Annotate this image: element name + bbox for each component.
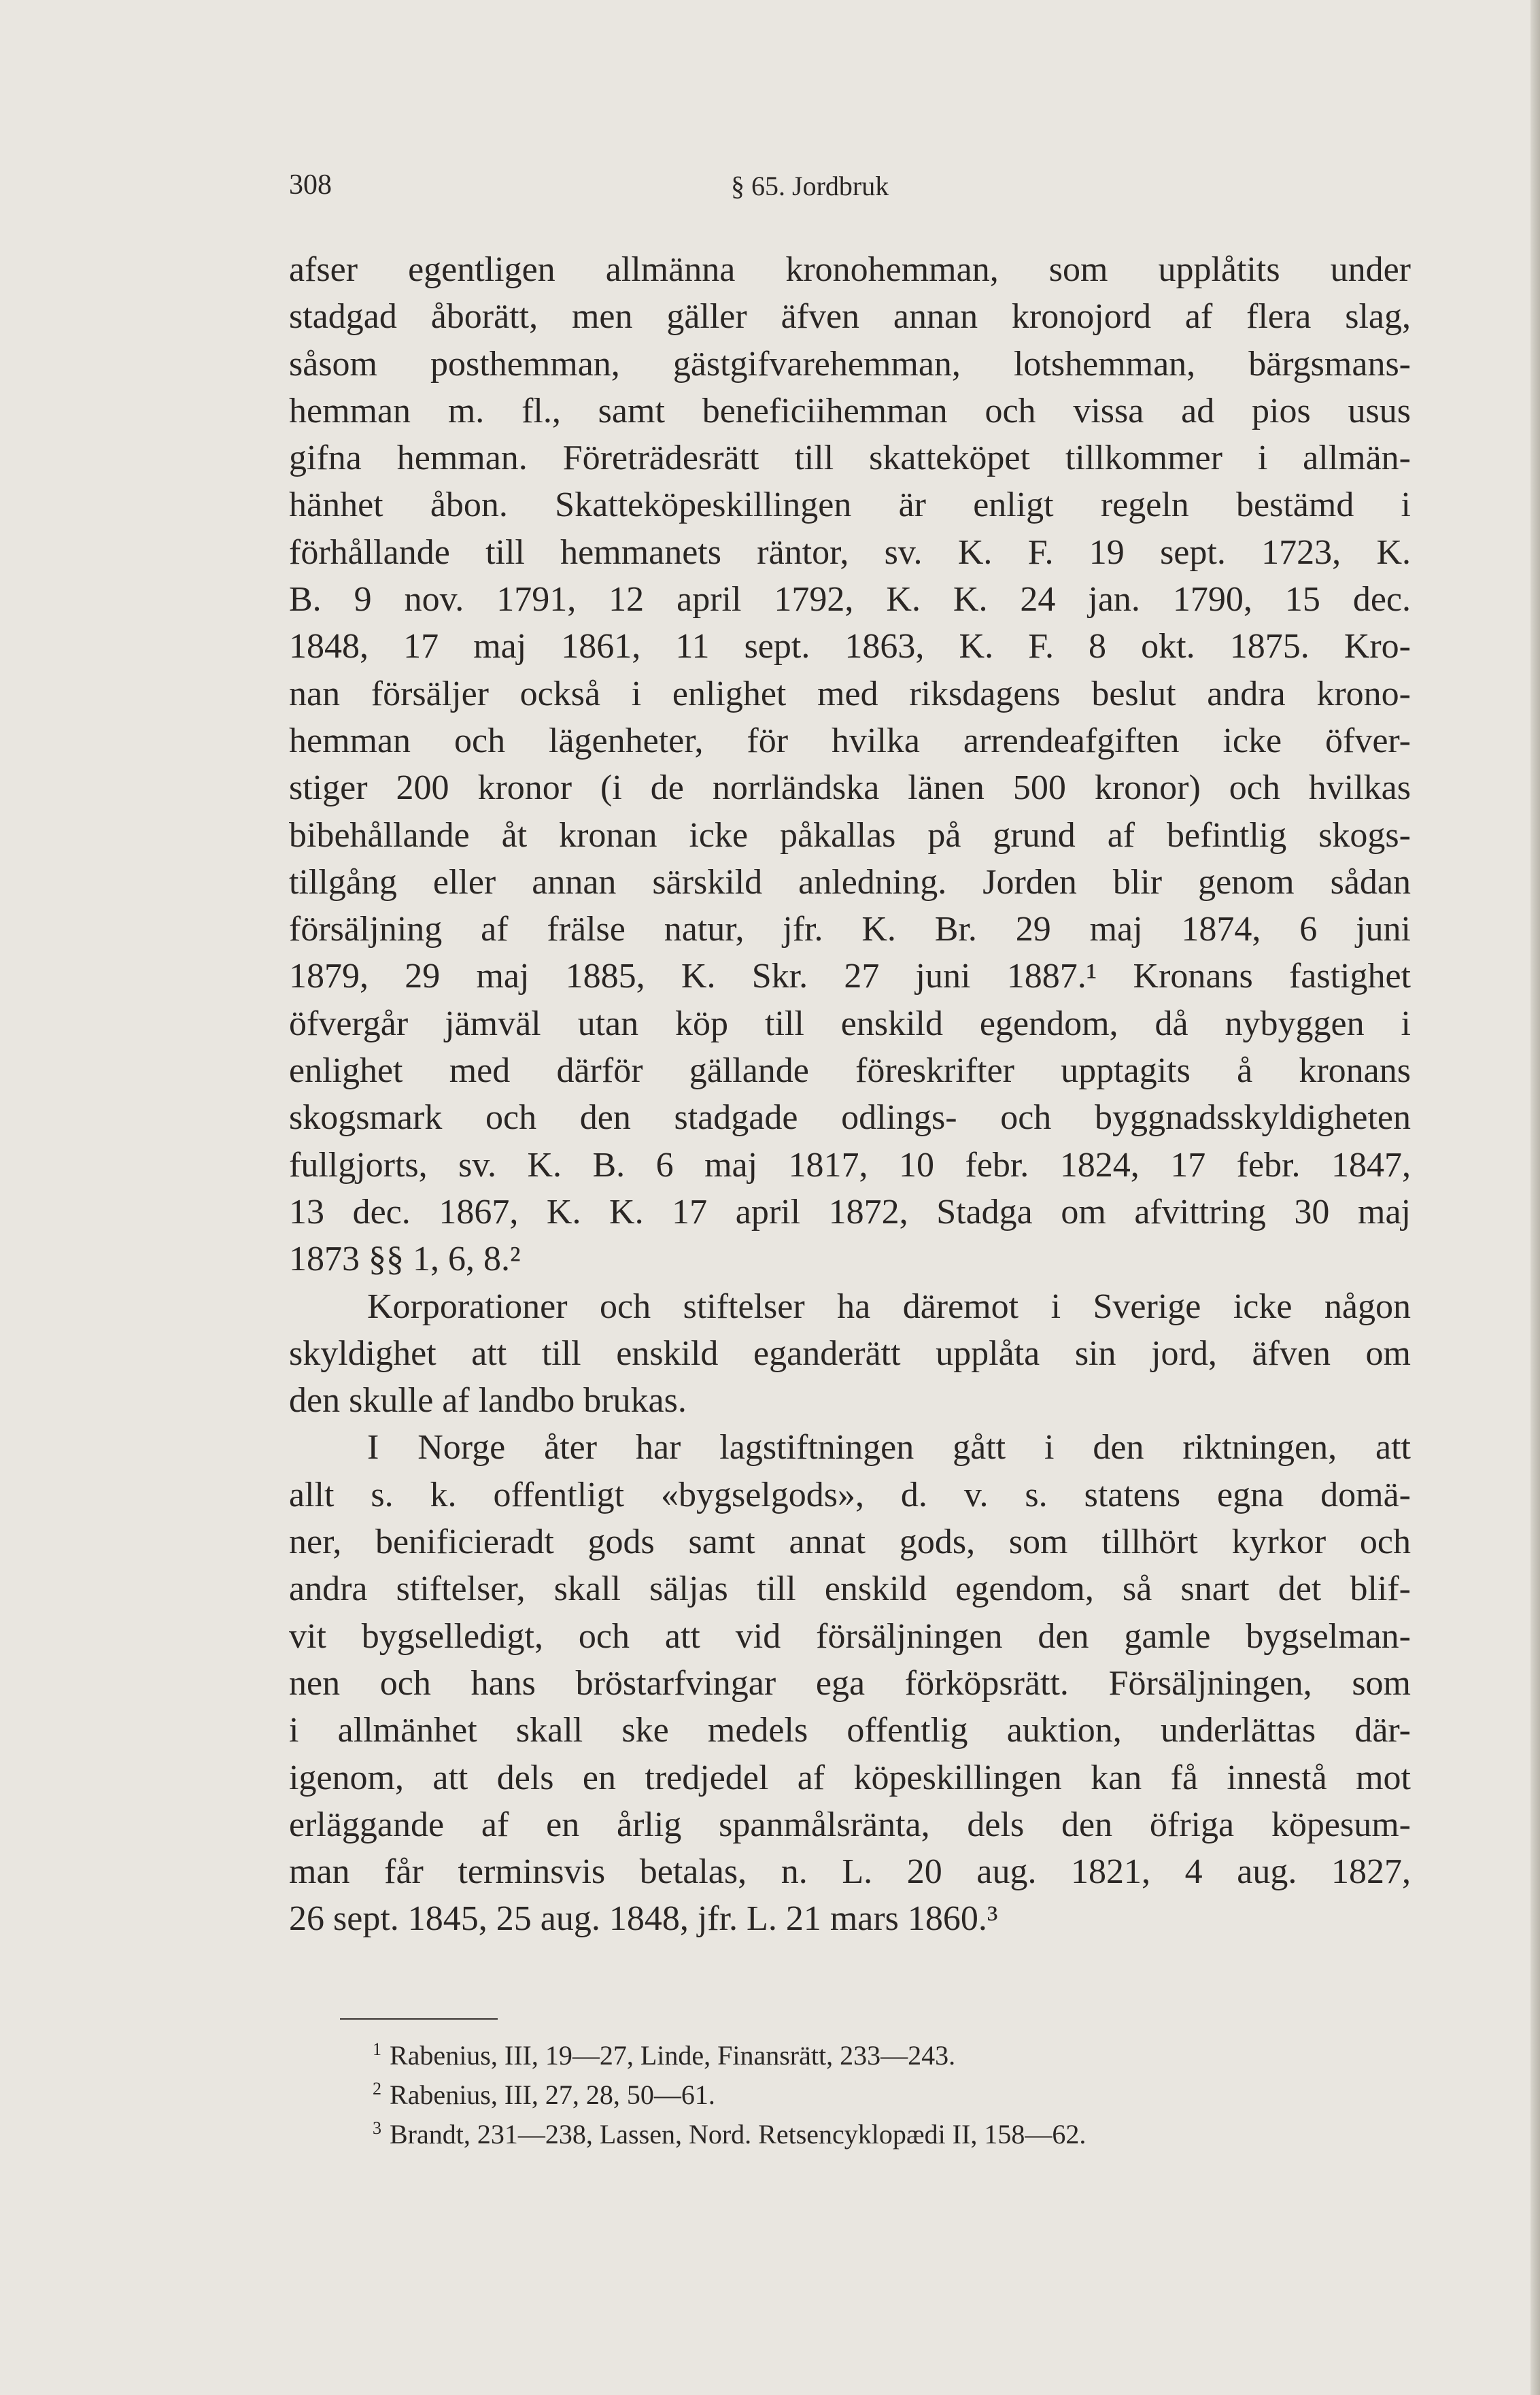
body-text — [289, 246, 1411, 1943]
footnote-mark: 2 — [373, 2079, 381, 2099]
footnote — [373, 2069, 1392, 2109]
running-head: § 65. Jordbruk — [731, 171, 889, 201]
text-line: gifna hemman. Företrädesrätt till skatteköpet tillkommer i allmän- — [289, 439, 1411, 478]
text-line: nen och hans bröstarfvingar ega förköpsrätt. Försäljningen, som — [289, 1663, 1411, 1703]
text-line: stiger 200 kronor (i de norrländska länen 500 kronor) och hvilkas — [289, 768, 1411, 808]
text-line: bibehållande åt kronan icke påkallas på grund af befintlig skogs- — [289, 815, 1411, 855]
text-line: enlighet med därför gällande föreskrifter upptagits å kronans — [289, 1051, 1411, 1091]
text-line: afser egentligen allmänna kronohemman, som upplåtits under — [289, 250, 1411, 289]
page-number: 308 — [289, 169, 332, 201]
text-line: 13 dec. 1867, K. K. 17 april 1872, Stadga om afvittring 30 maj — [289, 1192, 1411, 1232]
text-line: skogsmark och den stadgade odlings- och byggnadsskyldigheten — [289, 1098, 1411, 1138]
footnotes — [373, 2030, 1392, 2148]
text-line: erläggande af en årlig spanmålsränta, dels den öfriga köpesum- — [289, 1805, 1411, 1844]
text-line: öfvergår jämväl utan köp till enskild egendom, då nybyggen i — [289, 1004, 1411, 1043]
text-line: 1873 §§ 1, 6, 8.² — [289, 1240, 521, 1279]
text-line: vit bygselledigt, och att vid försäljningen den gamle bygselman- — [289, 1616, 1411, 1656]
text-line: B. 9 nov. 1791, 12 april 1792, K. K. 24 jan. 1790, 15 dec. — [289, 580, 1411, 619]
text-line: skyldighet att till enskild eganderätt upplåta sin jord, äfven om — [289, 1334, 1411, 1373]
footnote-text: Rabenius, III, 19—27, Linde, Finansrätt, 233—243. — [390, 2040, 956, 2071]
text-line: fullgjorts, sv. K. B. 6 maj 1817, 10 febr. 1824, 17 febr. 1847, — [289, 1145, 1411, 1185]
text-line: 1879, 29 maj 1885, K. Skr. 27 juni 1887.¹ Kronans fastighet — [289, 957, 1411, 996]
footnote — [373, 2109, 1392, 2148]
text-line: förhållande till hemmanets räntor, sv. K. F. 19 sept. 1723, K. — [289, 532, 1411, 572]
footnote-mark: 3 — [373, 2118, 381, 2138]
page-header — [289, 169, 1411, 216]
page-edge-shadow — [1530, 0, 1540, 2395]
text-line: i allmänhet skall ske medels offentlig auktion, underlättas där- — [289, 1711, 1411, 1750]
text-line: den skulle af landbo brukas. — [289, 1381, 687, 1421]
text-line: Korporationer och stiftelser ha däremot i Sverige icke någon — [367, 1287, 1411, 1326]
text-line: hänhet åbon. Skatteköpeskillingen är enligt regeln bestämd i — [289, 486, 1411, 525]
footnote-text: Rabenius, III, 27, 28, 50—61. — [390, 2079, 715, 2110]
footnote-mark: 1 — [373, 2039, 381, 2059]
text-line: nan försäljer också i enlighet med riksdagens beslut andra krono- — [289, 674, 1411, 713]
text-line: andra stiftelser, skall säljas till enskild egendom, så snart det blif- — [289, 1569, 1411, 1609]
footnote — [373, 2030, 1392, 2069]
text-line: 1848, 17 maj 1861, 11 sept. 1863, K. F. 8 okt. 1875. Kro- — [289, 627, 1411, 666]
text-line: ner, benificieradt gods samt annat gods, som tillhört kyrkor och — [289, 1523, 1411, 1562]
text-line: 26 sept. 1845, 25 aug. 1848, jfr. L. 21 mars 1860.³ — [289, 1899, 998, 1939]
text-line: hemman och lägenheter, för hvilka arrendeafgiften icke öfver- — [289, 721, 1411, 760]
text-line: I Norge åter har lagstiftningen gått i den riktningen, att — [367, 1428, 1411, 1467]
text-line: såsom posthemman, gästgifvarehemman, lotshemman, bärgsmans- — [289, 344, 1411, 384]
footnote-text: Brandt, 231—238, Lassen, Nord. Retsencyklopædi II, 158—62. — [390, 2119, 1086, 2150]
text-line: allt s. k. offentligt «bygselgods», d. v. s. statens egna domä- — [289, 1475, 1411, 1514]
text-line: hemman m. fl., samt beneficiihemman och vissa ad pios usus — [289, 391, 1411, 430]
text-line: tillgång eller annan särskild anledning. Jorden blir genom sådan — [289, 862, 1411, 902]
text-line: man får terminsvis betalas, n. L. 20 aug. 1821, 4 aug. 1827, — [289, 1852, 1411, 1892]
text-line: stadgad åborätt, men gäller äfven annan kronojord af flera slag, — [289, 297, 1411, 337]
text-line: igenom, att dels en tredjedel af köpeskillingen kan få innestå mot — [289, 1758, 1411, 1797]
text-line: försäljning af frälse natur, jfr. K. Br. 29 maj 1874, 6 juni — [289, 910, 1411, 949]
footnote-divider — [340, 2018, 498, 2020]
